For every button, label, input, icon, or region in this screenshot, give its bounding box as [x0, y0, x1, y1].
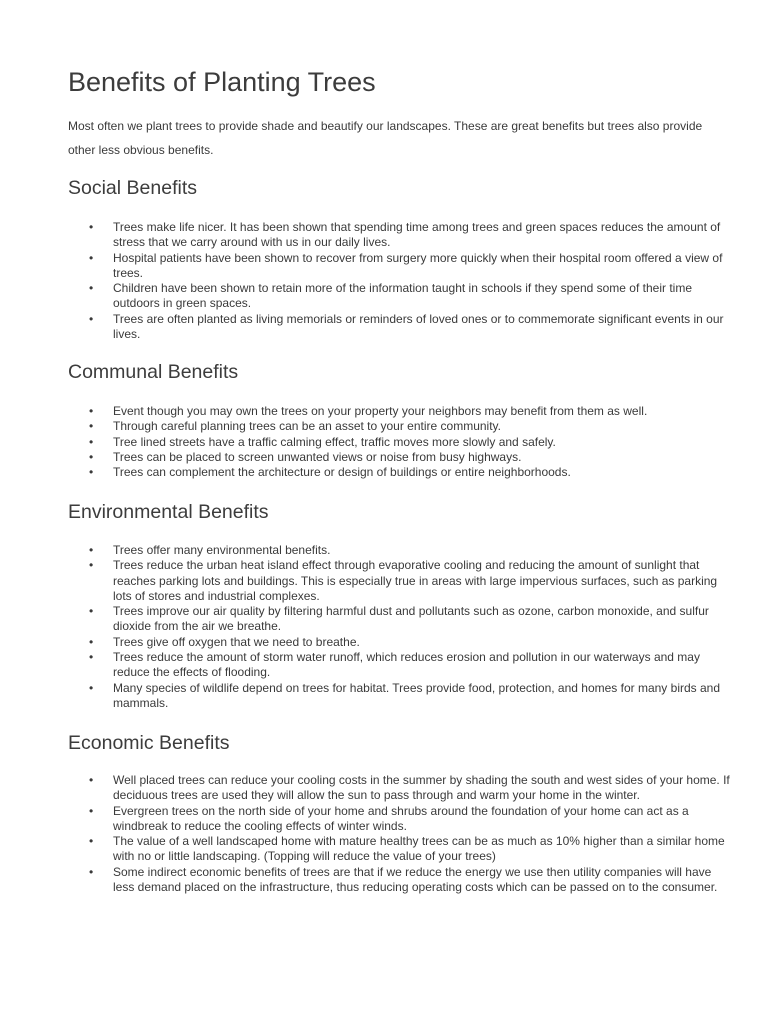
- list-item-text: Trees make life nicer. It has been shown that spending time among trees and green spaces reduces the amount of stress that we carry around with us in our daily lives.: [113, 220, 721, 250]
- bullet-list-environmental: [68, 543, 730, 711]
- list-item-text: Many species of wildlife depend on trees for habitat. Trees provide food, protection, and homes for many birds and mammals.: [113, 680, 721, 710]
- bullet-icon: •: [89, 311, 94, 326]
- list-item: [68, 681, 730, 712]
- list-item: [68, 281, 730, 312]
- bullet-icon: •: [89, 558, 94, 573]
- bullet-icon: •: [89, 773, 94, 787]
- bullet-icon: •: [89, 419, 94, 434]
- list-item: [68, 865, 730, 896]
- list-item-text: Trees reduce the amount of storm water runoff, which reduces erosion and pollution in our waterways and may reduce the effects of flooding.: [113, 650, 700, 680]
- bullet-icon: •: [89, 281, 94, 296]
- bullet-icon: •: [89, 543, 94, 557]
- list-item-text: Trees offer many environmental benefits.: [113, 543, 331, 557]
- list-item: [68, 804, 730, 835]
- list-item: [68, 450, 730, 465]
- section-heading-economic: Economic Benefits: [68, 732, 230, 754]
- bullet-icon: •: [89, 604, 94, 619]
- list-item: [68, 465, 730, 480]
- list-item-text: Well placed trees can reduce your cooling costs in the summer by shading the south and west sides of your home. If deciduous trees are used they will allow the sun to pass through and warm your home in the winter.: [113, 773, 730, 803]
- list-item-text: Trees can complement the architecture or design of buildings or entire neighborhoods.: [113, 465, 571, 480]
- list-item: [68, 404, 730, 419]
- bullet-icon: •: [89, 220, 94, 234]
- list-item: [68, 312, 730, 343]
- list-item: [68, 435, 730, 450]
- list-item: [68, 650, 730, 681]
- bullet-icon: •: [89, 404, 94, 418]
- bullet-list-economic: [68, 773, 730, 895]
- bullet-list-social: [68, 220, 730, 342]
- list-item-text: Trees give off oxygen that we need to breathe.: [113, 634, 360, 649]
- bullet-icon: •: [89, 465, 94, 480]
- page-title: Benefits of Planting Trees: [68, 67, 376, 97]
- list-item: [68, 419, 730, 434]
- list-item-text: Hospital patients have been shown to recover from surgery more quickly when their hospital room offered a view of trees.: [113, 250, 723, 280]
- bullet-icon: •: [89, 834, 94, 849]
- bullet-icon: •: [89, 434, 94, 449]
- list-item-text: Tree lined streets have a traffic calming effect, traffic moves more slowly and safely.: [113, 434, 556, 449]
- bullet-icon: •: [89, 449, 94, 464]
- list-item: [68, 251, 730, 282]
- list-item: [68, 834, 730, 865]
- list-item: [68, 635, 730, 650]
- list-item-text: Event though you may own the trees on your property your neighbors may benefit from them as well.: [113, 404, 648, 418]
- bullet-icon: •: [89, 250, 94, 265]
- bullet-icon: •: [89, 650, 94, 665]
- list-item: [68, 558, 730, 604]
- list-item: [68, 220, 730, 251]
- list-item-text: Some indirect economic benefits of trees are that if we reduce the energy we use then utility companies will have less demand placed on the infrastructure, thus reducing operating costs which can be passed on to the consumer.: [113, 864, 718, 895]
- section-heading-communal: Communal Benefits: [68, 361, 239, 383]
- list-item-text: Trees can be placed to screen unwanted views or noise from busy highways.: [113, 449, 522, 464]
- list-item: [68, 543, 730, 558]
- bullet-icon: •: [89, 634, 94, 649]
- list-item-text: Trees reduce the urban heat island effect through evaporative cooling and reducing the amount of sunlight that reaches parking lots and buildings. This is especially true in areas with large impervious surfaces, such as parking lots of stores and industrial complexes.: [113, 558, 718, 603]
- list-item: [68, 773, 730, 804]
- intro-paragraph: Most often we plant trees to provide shade and beautify our landscapes. These are great benefits but trees also provide other less obvious benefits.: [68, 119, 703, 157]
- section-heading-social: Social Benefits: [68, 177, 197, 199]
- bullet-icon: •: [89, 680, 94, 695]
- list-item-text: Evergreen trees on the north side of your home and shrubs around the foundation of your home can act as a windbreak to reduce the cooling effects of winter winds.: [113, 803, 689, 833]
- list-item-text: Trees are often planted as living memorials or reminders of loved ones or to commemorate significant events in our lives.: [113, 311, 724, 342]
- bullet-list-communal: [68, 404, 730, 480]
- section-heading-environmental: Environmental Benefits: [68, 501, 269, 523]
- list-item-text: The value of a well landscaped home with mature healthy trees can be as much as 10% higher than a similar home with no or little landscaping. (Topping will reduce the value of your trees): [113, 834, 725, 864]
- bullet-icon: •: [89, 803, 94, 818]
- list-item-text: Children have been shown to retain more of the information taught in schools if they spend some of their time outdoors in green spaces.: [113, 281, 692, 311]
- bullet-icon: •: [89, 864, 94, 879]
- list-item-text: Trees improve our air quality by filtering harmful dust and pollutants such as ozone, carbon monoxide, and sulfur dioxide from the air we breathe.: [113, 604, 709, 634]
- list-item: [68, 604, 730, 635]
- list-item-text: Through careful planning trees can be an asset to your entire community.: [113, 419, 501, 434]
